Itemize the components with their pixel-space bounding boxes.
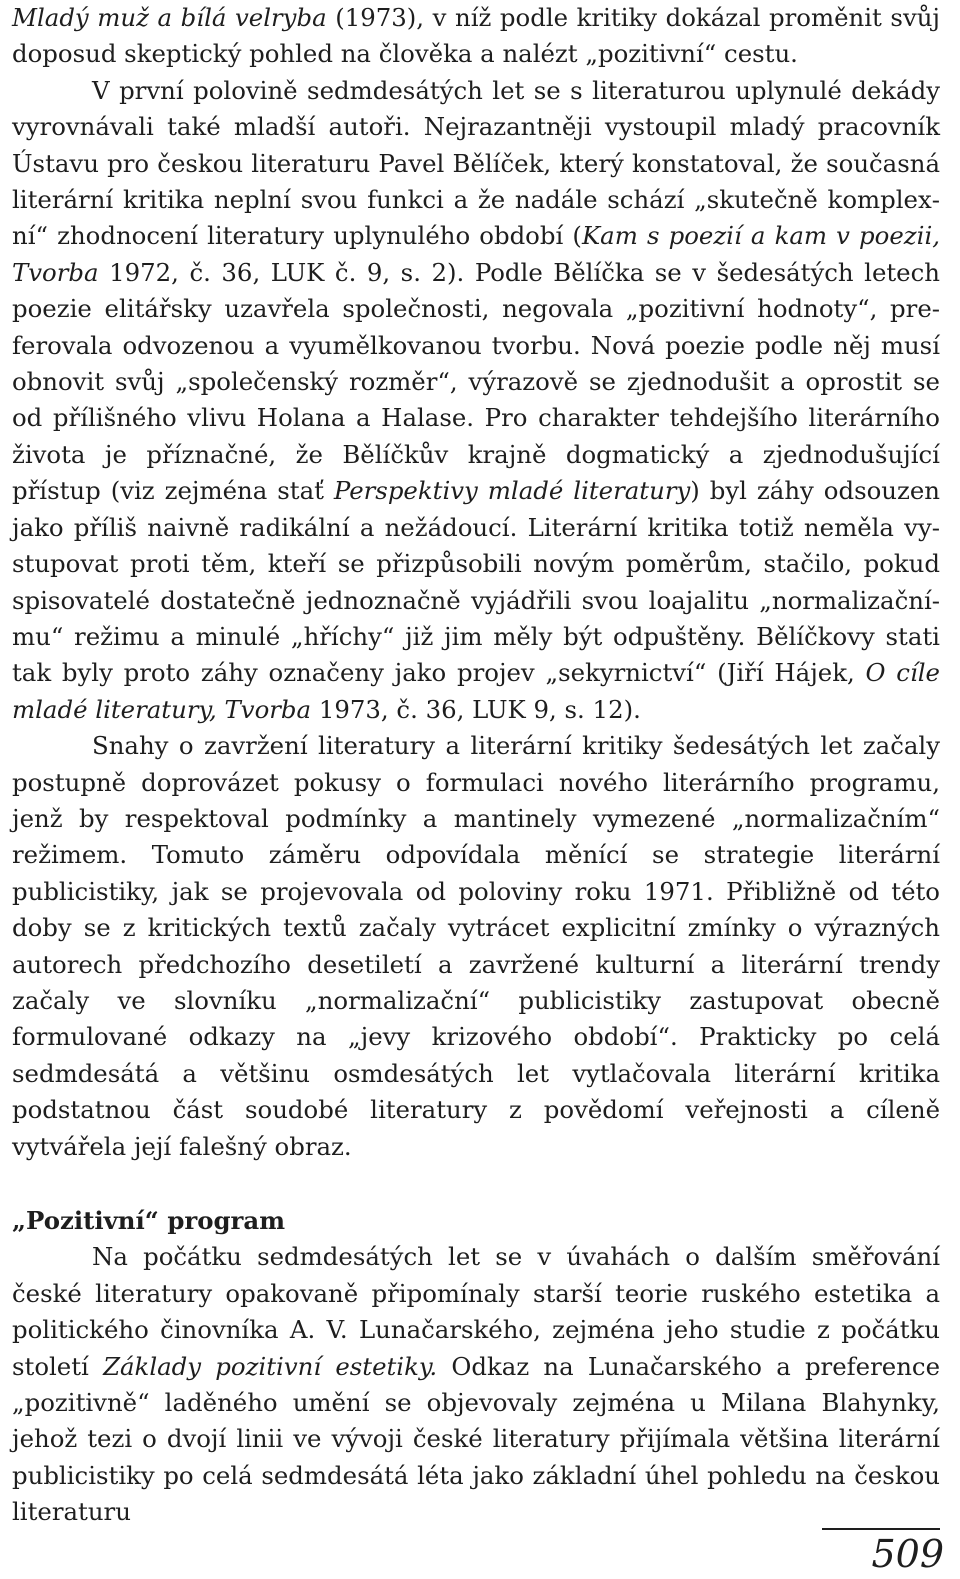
italic-title-segment: O cíle mladé literatury, Tvorba [12, 658, 940, 724]
text-segment: (1973), v níž podle kritiky dokázal proměnit svůj doposud skeptický pohled na člověka a nalézt „pozitivní“ cestu. [12, 3, 940, 69]
paragraph-2 [12, 73, 940, 728]
text-segment: ) byl záhy odsouzen jako příliš naivně radikální a nežádoucí. Literární kritika totiž neměla vystupovat proti těm, kteří se přizpůsobili novým poměrům, stačilo, pokud spisovatelé dostatečně jednoznačně vyjádřili svou loajalitu „normalizačnímu“ režimu a minulé „hříchy“ již jim měly být odpuštěny. Bělíčkovy stati tak byly proto záhy označeny jako projev „sekyrnictví“ (Jiří Hájek, [12, 476, 940, 688]
page-number: 509 [871, 1532, 944, 1576]
paragraph-3 [12, 728, 940, 1165]
page-content [12, 0, 940, 1531]
paragraph-4 [12, 1239, 940, 1530]
text-segment: Snahy o zavržení literatury a literární kritiky šedesátých let začaly postupně doprovázet pokusy o formulaci nového literárního programu, jenž by respektoval podmínky a mantinely vymezené „normalizačním“ režimem. Tomuto záměru odpovídala měnící se strategie literární publicistiky, jak se projevovala od poloviny roku 1971. Přibližně od této doby se z kritických textů začaly vytrácet explicitní zmínky o výrazných autorech předchozího desetiletí a zavržené kulturní a literární trendy začaly ve slovníku „normalizační“ publicistiky zastupovat obecně formulované odkazy na „jevy krizového období“. Prakticky po celá sedmdesátá a většinu osmdesátých let vytlačovala literární kritika podstatnou část soudobé literatury z povědomí veřejnosti a cíleně vytvářela její falešný obraz. [12, 731, 940, 1161]
text-segment: V první polovině sedmdesátých let se s literaturou uplynulé dekády vyrovnávali také mladší autoři. Nejrazantněji vystoupil mladý pracovník Ústavu pro českou literaturu Pavel Bělíček, který konstatoval, že současná literární kritika neplní svou funkci a že nadále schází „skutečně komplexní“ zhodnocení literatury uplynulého období ( [12, 75, 940, 251]
italic-title-segment: Perspektivy mladé literatury [333, 476, 691, 506]
text-segment: Odkaz na Lunačarského a preference „pozitivně“ laděného umění se objevovaly zejména u Milana Blahynky, jehož tezi o dvojí linii ve vývoji české literatury přijímala většina literární publicistiky po celá sedmdesátá léta jako základní úhel pohledu na českou literaturu [12, 1351, 941, 1527]
text-segment: 1972, č. 36, LUK č. 9, s. 2). Podle Bělíčka se v šedesátých letech poezie elitářsky uzavřela společnosti, negovala „pozitivní hodnoty“, preferovala odvozenou a vyumělkovanou tvorbu. Nová poezie podle něj musí obnovit svůj „společenský rozměr“, výrazově se zjednodušit a oprostit se od přílišného vlivu Holana a Halase. Pro charakter tehdejšího literárního života je příznačné, že Bělíčkův krajně dogmatický a zjednodušující přístup (viz zejména stať [12, 257, 940, 506]
italic-title-segment: Základy pozitivní estetiky. [103, 1351, 438, 1381]
italic-title-segment: Kam s poezií a kam v poezii, Tvorba [12, 221, 940, 287]
paragraph-1 [12, 0, 940, 73]
italic-title-segment: Mladý muž a bílá velryba [12, 3, 327, 32]
text-segment: Na počátku sedmdesátých let se v úvahách o dalším směřování české literatury opakovaně připomínaly starší teorie ruského estetika a politického činovníka A. V. Lunačarského, zejména jeho studie z počátku století [12, 1242, 940, 1381]
section-heading: „Pozitivní“ program [12, 1206, 286, 1235]
text-segment: 1973, č. 36, LUK 9, s. 12). [311, 694, 641, 724]
